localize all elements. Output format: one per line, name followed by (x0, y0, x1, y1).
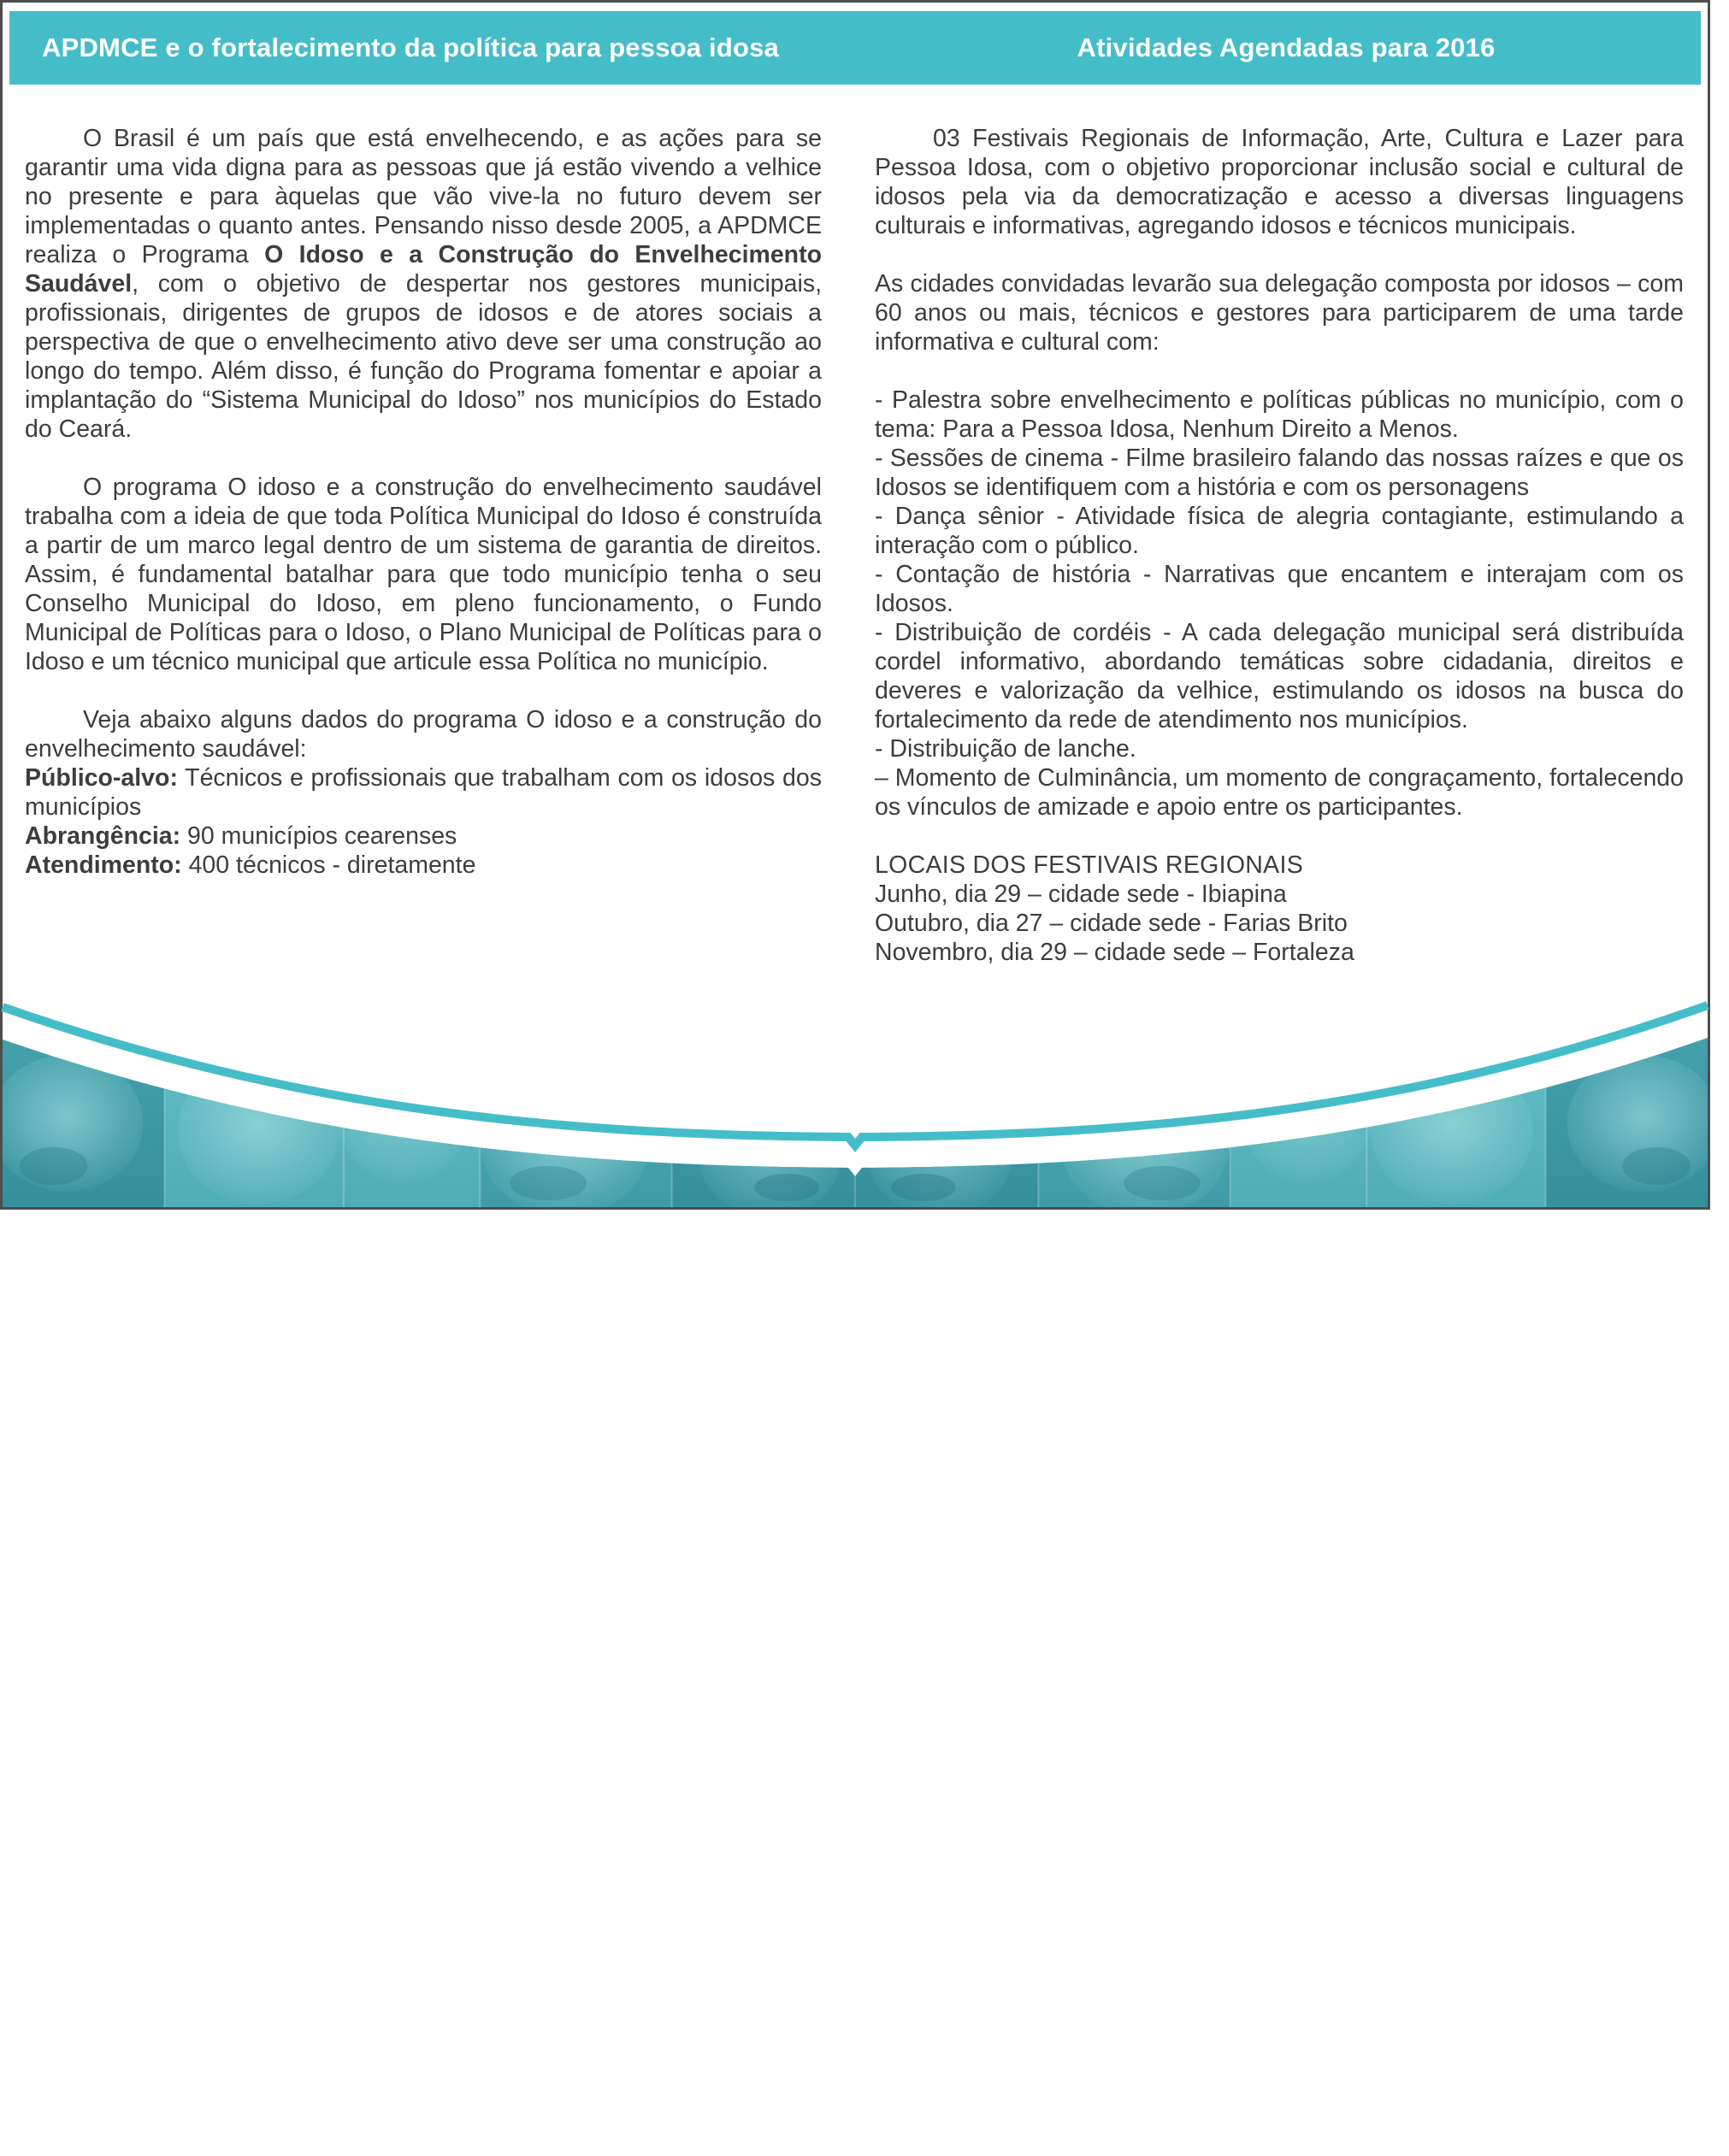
paragraph-festivais: 03 Festivais Regionais de Informação, Arte, Cultura e Lazer para Pessoa Idosa, com o objetivo proporcionar inclusão social e cultural de idosos pela via da democratização e acesso a diversas linguagens culturais e informativas, agregando idosos e técnicos municipais. (875, 125, 1684, 239)
paragraph-brasil-pre: O Brasil é um país que está envelhecendo, e as ações para se garantir uma vida digna para as pessoas que já estão vivendo a velhice no presente e para àquelas que vão vive-la no futuro devem ser implementadas o quanto antes. Pensando nisso desde 2005, a APDMCE realiza o Programa (25, 125, 822, 268)
program-logo-text (1631, 2074, 1729, 2134)
paragraph-veja: Veja abaixo alguns dados do programa O idoso e a construção do envelhecimento saudável: (25, 706, 822, 763)
paragraph-programa: O programa O idoso e a construção do envelhecimento saudável trabalha com a ideia de que toda Política Municipal do Idoso é construída a partir de um marco legal dentro de um sistema de garantia de direitos. Assim, é fundamental batalhar para que todo município tenha o seu Conselho Municipal do Idoso, em pleno funcionamento, o Fundo Municipal de Políticas para o Idoso, o Plano Municipal de Políticas para o Idoso e um técnico municipal que articule essa Política no município. (25, 474, 822, 675)
apdm-dancers-icon (38, 2045, 139, 2118)
program-logo-line: Construção do (240, 2088, 330, 2104)
program-name-bold: O Idoso e a Construção do Envelhecimento Saudável (25, 241, 822, 297)
apdm-dancers-icon (1425, 2045, 1526, 2118)
local-outubro: Outubro, dia 27 – cidade sede - Farias Brito (875, 910, 1348, 937)
local-novembro: Novembro, dia 29 – cidade sede – Fortaleza (875, 939, 1354, 966)
footer-photo-strip (0, 969, 1720, 1217)
header-right-section (871, 11, 1701, 85)
program-logo-line: Saudável (240, 2118, 298, 2134)
fact-value: 400 técnicos - diretamente (188, 851, 476, 879)
fact-publico-alvo (25, 763, 822, 822)
bullet-cordeis: - Distribuição de cordéis - A cada delegação municipal será distribuída cordel informativo, abordando temáticas sobre cidadania, direitos e deveres e valorização da velhice, estimulando os idosos na busca do fortalecimento da rede de atendimento nos municípios. (875, 619, 1684, 733)
program-logo-line: Envelhecimento (1631, 2104, 1729, 2118)
right-text-column (875, 124, 1684, 967)
left-text-column (25, 124, 822, 880)
bullet-culminancia: – Momento de Culminância, um momento de congraçamento, fortalecendo os vínculos de amizade e apoio entre os participantes. (875, 764, 1684, 821)
program-logo-left (174, 2050, 339, 2135)
footer-band (3, 969, 1729, 2155)
bullet-palestra: - Palestra sobre envelhecimento e políticas públicas no município, com o tema: Para a Pessoa Idosa, Nenhum Direito a Menos. (875, 386, 1684, 443)
fact-label: Abrangência: (25, 822, 181, 850)
fact-abrangencia (25, 822, 822, 851)
apdm-logo-left (25, 2045, 160, 2156)
bullet-contacao: - Contação de história - Narrativas que encantem e interajam com os Idosos. (875, 561, 1684, 617)
bullet-danca: - Dança sênior - Atividade física de alegria contagiante, estimulando a interação com o público. (875, 503, 1684, 559)
left-page-title: APDMCE e o fortalecimento da política para pessoa idosa (42, 32, 779, 62)
bullet-cinema: - Sessões de cinema - Filme brasileiro falando das nossas raízes e que os Idosos se identifiquem com a história e com os personagens (875, 445, 1684, 501)
program-logo-line: O Idoso e a (240, 2074, 312, 2088)
bullet-lanche: - Distribuição de lanche. (875, 735, 1136, 763)
program-logo-line: O Idoso e a (1631, 2074, 1702, 2088)
program-logo-text (240, 2074, 339, 2134)
program-logo-line: Saudável (1631, 2118, 1689, 2134)
local-junho: Junho, dia 29 – cidade sede - Ibiapina (875, 881, 1287, 908)
program-logo-line: Envelhecimento (240, 2104, 339, 2118)
fact-label: Atendimento: (25, 851, 182, 879)
paragraph-brasil (25, 124, 822, 444)
header-left-section (9, 11, 871, 85)
apdm-logo-wordmark: apdm.ce (1412, 2120, 1547, 2155)
fact-value: Técnicos e profissionais que trabalham com os idosos dos municípios (25, 764, 822, 821)
fact-value: 90 municípios cearenses (187, 822, 457, 850)
header-bar (9, 11, 1701, 85)
locals-heading: LOCAIS DOS FESTIVAIS REGIONAIS (875, 851, 1304, 879)
program-logo-line: Construção do (1631, 2088, 1720, 2104)
apdm-logo-wordmark: apdm.ce (25, 2120, 160, 2155)
apdm-logo-right (1412, 2045, 1547, 2156)
footer-wave-graphic (3, 969, 1708, 1207)
paragraph-brasil-post: , com o objetivo de despertar nos gestores municipais, profissionais, dirigentes de grupos de idosos e de atores sociais a perspectiva de que o envelhecimento ativo deve ser uma construção ao longo do tempo. Além disso, é função do Programa fomentar e apoiar a implantação do “Sistema Municipal do Idoso” nos municípios do Estado do Ceará. (25, 270, 822, 443)
right-page-title: Atividades Agendadas para 2016 (1077, 32, 1496, 62)
fact-atendimento (25, 851, 822, 880)
program-logo-right (1564, 2050, 1729, 2135)
fact-label: Público-alvo: (25, 764, 178, 792)
paragraph-cidades: As cidades convidadas levarão sua delegação composta por idosos – com 60 anos ou mais, técnicos e gestores para participarem de uma tarde informativa e cultural com: (875, 270, 1684, 356)
